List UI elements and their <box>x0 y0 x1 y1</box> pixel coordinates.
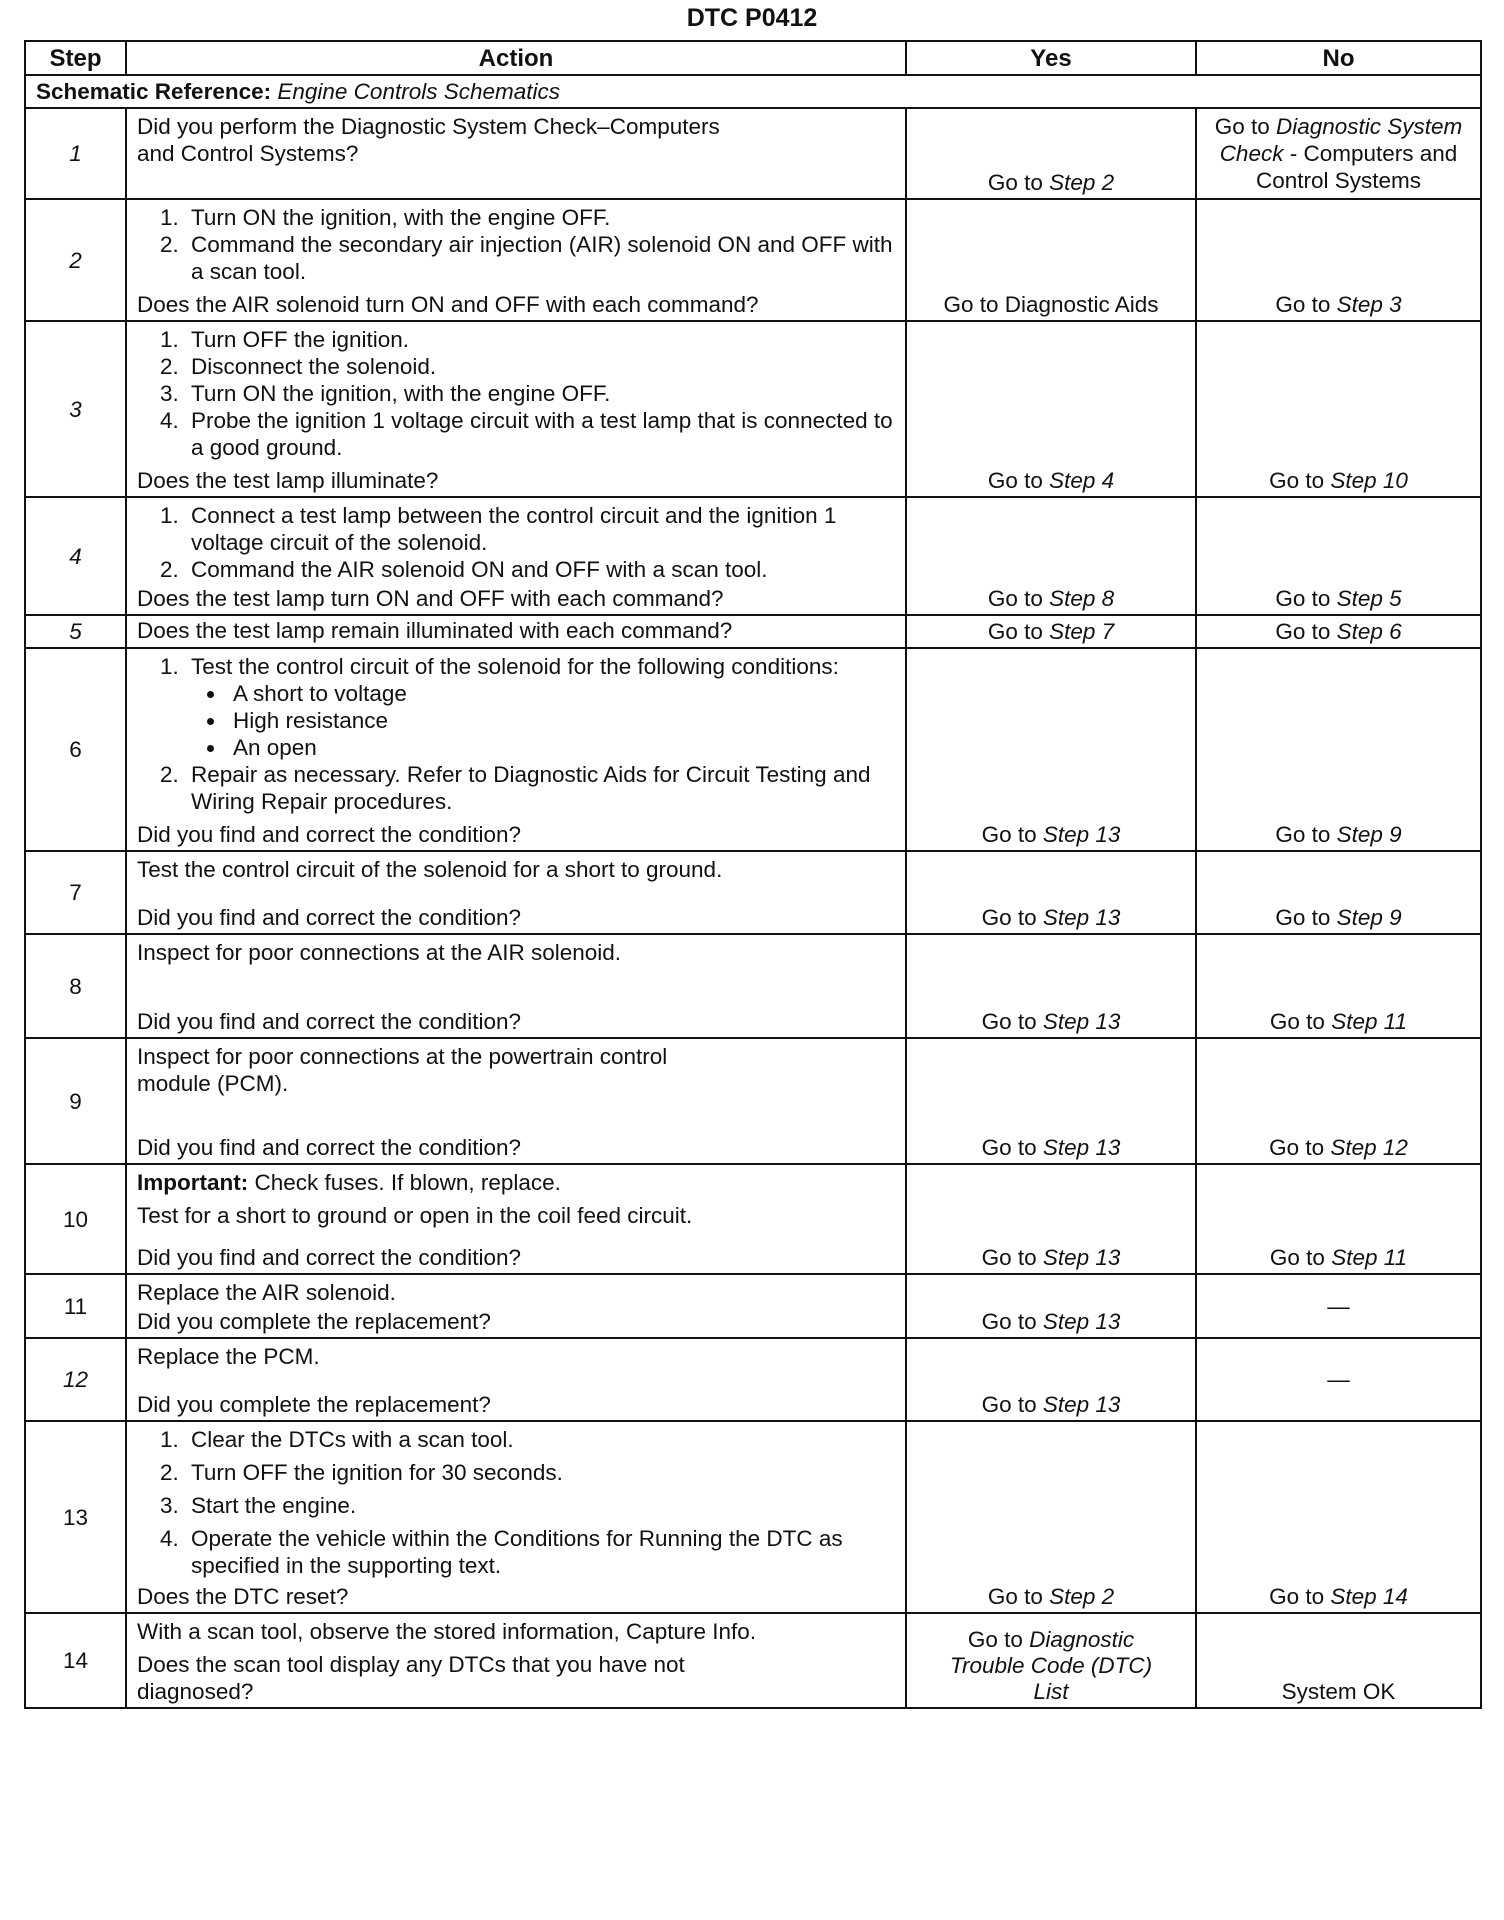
step-number: 6 <box>25 648 126 851</box>
question-text: Did you find and correct the condition? <box>137 1009 521 1034</box>
no-prefix: Go to <box>1269 468 1325 493</box>
no-cell <box>1196 497 1481 615</box>
table-row <box>25 1421 1481 1613</box>
question-text: Does the test lamp remain illuminated with each command? <box>137 618 733 643</box>
table-row <box>25 1164 1481 1274</box>
yes-step-link[interactable]: Step 13 <box>1042 1392 1121 1417</box>
no-cell <box>1196 321 1481 497</box>
no-cell <box>1196 199 1481 321</box>
no-step-link[interactable]: Step 9 <box>1336 905 1402 930</box>
question-text: Did you find and correct the condition? <box>137 1135 521 1160</box>
no-cell: — <box>1196 1338 1481 1421</box>
action-cell <box>126 1164 906 1274</box>
no-cell <box>1196 615 1481 648</box>
important-note <box>137 1169 895 1196</box>
schematic-label: Schematic Reference: <box>36 79 272 104</box>
step-number: 10 <box>25 1164 126 1274</box>
header-row <box>25 41 1481 75</box>
action-cell <box>126 648 906 851</box>
yes-step-link[interactable]: Step 13 <box>1042 1135 1121 1160</box>
no-step-link[interactable]: Step 9 <box>1336 822 1402 847</box>
question-text: Does the test lamp illuminate? <box>137 468 439 493</box>
diagnostic-table <box>24 40 1482 1709</box>
list-item: 4. Probe the ignition 1 voltage circuit with a test lamp that is connected to a good ground. <box>185 407 895 461</box>
yes-prefix: Go to <box>967 1627 1023 1652</box>
no-step-link[interactable]: Step 11 <box>1331 1009 1408 1034</box>
schematic-value: Engine Controls Schematics <box>277 79 561 104</box>
no-cell <box>1196 108 1481 199</box>
yes-cell[interactable]: Go to Diagnostic Aids <box>906 199 1196 321</box>
no-prefix: Go to <box>1269 1135 1325 1160</box>
action-list <box>137 653 895 815</box>
yes-cell <box>906 1164 1196 1274</box>
step-number: 11 <box>25 1274 126 1338</box>
yes-cell <box>906 615 1196 648</box>
yes-cell <box>906 934 1196 1038</box>
instruction-text: Replace the AIR solenoid. <box>137 1280 396 1305</box>
action-list <box>137 204 895 285</box>
list-item <box>185 653 895 761</box>
schematic-row <box>25 75 1481 108</box>
action-list <box>137 502 895 583</box>
table-row <box>25 497 1481 615</box>
yes-step-link[interactable]: Step 2 <box>1049 170 1115 195</box>
no-cell <box>1196 1038 1481 1164</box>
list-item: 2. Turn OFF the ignition for 30 seconds. <box>185 1459 895 1486</box>
bullet-item: • High resistance <box>227 707 895 734</box>
step-number: 9 <box>25 1038 126 1164</box>
action-cell <box>126 1038 906 1164</box>
no-prefix: Go to <box>1269 1245 1325 1270</box>
action-cell <box>126 497 906 615</box>
list-item: 3. Start the engine. <box>185 1492 895 1519</box>
yes-prefix: Go to <box>981 1135 1037 1160</box>
no-prefix: Go to <box>1214 114 1270 139</box>
no-prefix: Go to <box>1275 586 1331 611</box>
yes-prefix: Go to <box>981 1009 1037 1034</box>
header-yes: Yes <box>906 41 1196 75</box>
no-step-link[interactable]: Step 11 <box>1331 1245 1408 1270</box>
yes-cell <box>906 648 1196 851</box>
list-item: 1. Connect a test lamp between the control circuit and the ignition 1 voltage circuit of the solenoid. <box>185 502 895 556</box>
action-list <box>137 326 895 461</box>
question-text: Did you find and correct the condition? <box>137 905 521 930</box>
yes-dtc-list-link[interactable]: Diagnostic Trouble Code (DTC) List <box>949 1627 1153 1704</box>
yes-cell <box>906 108 1196 199</box>
schematic-reference <box>25 75 1481 108</box>
yes-step-link[interactable]: Step 13 <box>1042 1245 1121 1270</box>
question-text: Did you complete the replacement? <box>137 1392 491 1417</box>
yes-step-link[interactable]: Step 8 <box>1049 586 1115 611</box>
list-item: 1. Turn OFF the ignition. <box>185 326 895 353</box>
no-cell <box>1196 1164 1481 1274</box>
action-cell <box>126 199 906 321</box>
yes-prefix: Go to <box>987 468 1043 493</box>
action-cell <box>126 934 906 1038</box>
list-item: 4. Operate the vehicle within the Conditions for Running the DTC as specified in the supporting text. <box>185 1525 895 1579</box>
step-number: 14 <box>25 1613 126 1708</box>
header-no: No <box>1196 41 1481 75</box>
no-step-link[interactable]: Step 10 <box>1330 468 1408 493</box>
no-step-link[interactable]: Step 3 <box>1336 292 1402 317</box>
list-item: 2. Repair as necessary. Refer to Diagnostic Aids for Circuit Testing and Wiring Repair procedures. <box>185 761 895 815</box>
no-cell: System OK <box>1196 1613 1481 1708</box>
table-row <box>25 1274 1481 1338</box>
no-step-link[interactable]: Step 6 <box>1336 619 1402 644</box>
question-text: Does the AIR solenoid turn ON and OFF with each command? <box>137 292 759 317</box>
yes-prefix: Go to <box>987 619 1043 644</box>
question-text: Did you complete the replacement? <box>137 1309 491 1334</box>
step-number: 12 <box>25 1338 126 1421</box>
list-item: 1. Turn ON the ignition, with the engine OFF. <box>185 204 895 231</box>
question-text: Does the DTC reset? <box>137 1584 349 1609</box>
no-cell <box>1196 648 1481 851</box>
document-title: DTC P0412 <box>686 4 818 32</box>
yes-step-link[interactable]: Step 13 <box>1042 1309 1121 1334</box>
no-diagnostic-link[interactable]: Diagnostic System Check <box>1219 114 1463 166</box>
action-cell <box>126 851 906 934</box>
instruction-text: Replace the PCM. <box>137 1344 320 1369</box>
table-row <box>25 199 1481 321</box>
bullet-item: • An open <box>227 734 895 761</box>
step-number: 2 <box>25 199 126 321</box>
no-cell: — <box>1196 1274 1481 1338</box>
table-row <box>25 1338 1481 1421</box>
list-item: 1. Clear the DTCs with a scan tool. <box>185 1426 895 1453</box>
important-label: Important: <box>137 1170 249 1195</box>
question-text: Does the test lamp turn ON and OFF with each command? <box>137 586 724 611</box>
list-item: 2. Command the secondary air injection (AIR) solenoid ON and OFF with a scan tool. <box>185 231 895 285</box>
table-row <box>25 321 1481 497</box>
action-list <box>137 1426 895 1579</box>
yes-step-link[interactable]: Step 13 <box>1042 1009 1121 1034</box>
no-prefix: Go to <box>1269 1009 1325 1034</box>
table-row <box>25 1038 1481 1164</box>
yes-cell <box>906 1038 1196 1164</box>
no-step-link[interactable]: Step 12 <box>1330 1135 1408 1160</box>
yes-cell <box>906 321 1196 497</box>
no-prefix: Go to <box>1275 905 1331 930</box>
no-cell <box>1196 851 1481 934</box>
action-cell <box>126 321 906 497</box>
no-prefix: Go to <box>1275 822 1331 847</box>
action-cell <box>126 1338 906 1421</box>
yes-step-link[interactable]: Step 2 <box>1049 1584 1115 1609</box>
yes-cell <box>906 1421 1196 1613</box>
yes-cell <box>906 1274 1196 1338</box>
list-item: 3. Turn ON the ignition, with the engine OFF. <box>185 380 895 407</box>
yes-cell <box>906 1338 1196 1421</box>
no-prefix: Go to <box>1275 292 1331 317</box>
no-prefix: Go to <box>1269 1584 1325 1609</box>
instruction-text: Inspect for poor connections at the AIR solenoid. <box>137 940 622 965</box>
table-row <box>25 934 1481 1038</box>
step-number: 13 <box>25 1421 126 1613</box>
bullet-item: • A short to voltage <box>227 680 895 707</box>
instruction-text: Test for a short to ground or open in the coil feed circuit. <box>137 1203 693 1228</box>
step-number: 7 <box>25 851 126 934</box>
no-cell <box>1196 1421 1481 1613</box>
list-item: 2. Command the AIR solenoid ON and OFF with a scan tool. <box>185 556 895 583</box>
no-cell <box>1196 934 1481 1038</box>
step-number: 8 <box>25 934 126 1038</box>
no-prefix: Go to <box>1275 619 1331 644</box>
question-text: Did you perform the Diagnostic System Check–Computers and Control Systems? <box>137 114 720 166</box>
question-text: Did you find and correct the condition? <box>137 822 521 847</box>
no-step-link[interactable]: Step 5 <box>1336 586 1402 611</box>
yes-step-link[interactable]: Step 13 <box>1042 905 1121 930</box>
step-number: 4 <box>25 497 126 615</box>
yes-prefix: Go to <box>981 905 1037 930</box>
yes-step-link[interactable]: Step 7 <box>1049 619 1115 644</box>
list-item: 2. Disconnect the solenoid. <box>185 353 895 380</box>
table-row <box>25 108 1481 199</box>
instruction-text: With a scan tool, observe the stored information, Capture Info. <box>137 1619 757 1644</box>
header-action: Action <box>126 41 906 75</box>
yes-prefix: Go to <box>987 170 1043 195</box>
table-row <box>25 851 1481 934</box>
table-row <box>25 648 1481 851</box>
yes-prefix: Go to <box>981 822 1037 847</box>
list-item-text: Test the control circuit of the solenoid for the following conditions: <box>191 654 839 679</box>
yes-prefix: Go to <box>981 1245 1037 1270</box>
no-step-link[interactable]: Step 14 <box>1330 1584 1408 1609</box>
question-text: Did you find and correct the condition? <box>137 1245 521 1270</box>
table-row <box>25 1613 1481 1708</box>
action-cell <box>126 615 906 648</box>
action-cell <box>126 1613 906 1708</box>
no-suffix: - Computers and Control Systems <box>1255 141 1458 193</box>
table-row <box>25 615 1481 648</box>
header-step: Step <box>25 41 126 75</box>
step-number: 3 <box>25 321 126 497</box>
yes-cell <box>906 851 1196 934</box>
step-number: 1 <box>25 108 126 199</box>
yes-prefix: Go to <box>981 1309 1037 1334</box>
action-cell <box>126 108 906 199</box>
yes-prefix: Go to <box>981 1392 1037 1417</box>
action-cell <box>126 1421 906 1613</box>
yes-cell <box>906 1613 1196 1708</box>
yes-prefix: Go to <box>987 586 1043 611</box>
instruction-text: Inspect for poor connections at the powertrain control module (PCM). <box>137 1044 668 1096</box>
important-text: Check fuses. If blown, replace. <box>254 1170 561 1195</box>
condition-bullets <box>191 680 895 761</box>
action-cell <box>126 1274 906 1338</box>
instruction-text: Test the control circuit of the solenoid for a short to ground. <box>137 857 723 882</box>
yes-step-link[interactable]: Step 4 <box>1049 468 1115 493</box>
step-number: 5 <box>25 615 126 648</box>
yes-cell <box>906 497 1196 615</box>
yes-step-link[interactable]: Step 13 <box>1042 822 1121 847</box>
yes-prefix: Go to <box>987 1584 1043 1609</box>
question-text: Does the scan tool display any DTCs that you have not diagnosed? <box>137 1652 685 1704</box>
